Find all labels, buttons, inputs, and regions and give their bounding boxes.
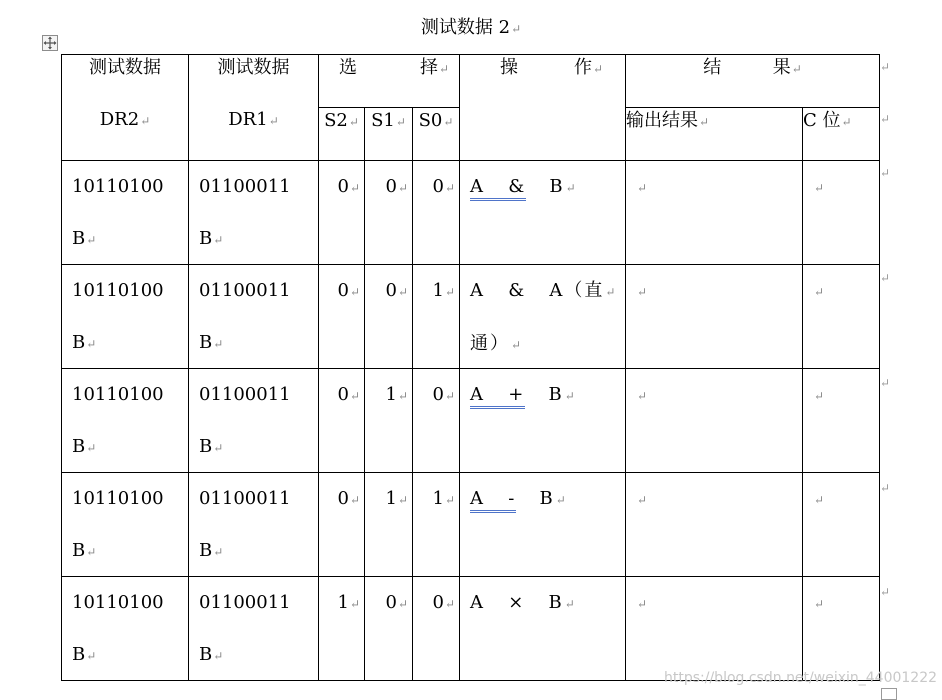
header-result-part1: 结 — [703, 57, 722, 78]
cell-c-bit[interactable] — [803, 577, 880, 681]
paragraph-mark: ↵ — [637, 493, 648, 507]
cell-output[interactable] — [626, 161, 803, 265]
cell-dr2-suffix: B — [72, 228, 86, 249]
paragraph-mark: ↵ — [814, 493, 825, 507]
header-s1 — [365, 108, 413, 161]
cell-s0-value: 0 — [432, 384, 444, 405]
paragraph-mark: ↵ — [511, 22, 522, 36]
paragraph-mark: ↵ — [564, 597, 577, 611]
paragraph-mark: ↵ — [592, 62, 604, 76]
cell-dr1-suffix: B — [199, 540, 213, 561]
cell-dr1-value: 01100011 — [199, 488, 291, 509]
table-row — [62, 577, 880, 681]
op-symbol: & — [508, 176, 527, 197]
cell-s2 — [319, 473, 365, 577]
paragraph-mark: ↵ — [438, 62, 450, 76]
op-symbol: × — [508, 592, 526, 613]
op-line2: 通） — [470, 333, 511, 354]
header-s2 — [319, 108, 365, 161]
cell-dr1-suffix: B — [199, 228, 213, 249]
paragraph-mark: ↵ — [841, 115, 852, 129]
op-a: A — [470, 592, 486, 613]
paragraph-mark: ↵ — [348, 115, 359, 129]
cell-s2 — [319, 161, 365, 265]
paragraph-mark: ↵ — [86, 337, 97, 351]
cell-dr1-value: 01100011 — [199, 176, 291, 197]
cell-s2-value: 0 — [337, 176, 349, 197]
header-select-part1: 选 — [339, 57, 357, 78]
cell-dr2 — [62, 473, 189, 577]
header-select — [319, 55, 460, 108]
cell-dr1 — [189, 473, 319, 577]
row-end-mark: ↵ — [880, 166, 891, 180]
paragraph-mark: ↵ — [349, 285, 360, 299]
cell-s1 — [365, 161, 413, 265]
header-dr2 — [62, 55, 189, 161]
cell-s2 — [319, 265, 365, 369]
paragraph-mark: ↵ — [397, 493, 408, 507]
paragraph-mark: ↵ — [637, 285, 648, 299]
paragraph-mark: ↵ — [814, 597, 825, 611]
cell-dr2 — [62, 577, 189, 681]
cell-s1-value: 0 — [385, 176, 397, 197]
op-underlined — [470, 176, 526, 201]
cell-c-bit[interactable] — [803, 369, 880, 473]
cell-dr1-value: 01100011 — [199, 280, 291, 301]
table-row — [62, 265, 880, 369]
cell-s2-value: 0 — [337, 280, 349, 301]
header-s2-text: S2 — [324, 110, 348, 131]
cell-s1-value: 1 — [385, 488, 397, 509]
paragraph-mark: ↵ — [555, 493, 568, 507]
cell-dr2-suffix: B — [72, 540, 86, 561]
cell-s2 — [319, 369, 365, 473]
paragraph-mark: ↵ — [444, 389, 456, 403]
cell-s0-value: 1 — [432, 488, 444, 509]
cell-dr1 — [189, 161, 319, 265]
row-end-mark: ↵ — [880, 585, 891, 599]
header-row-1 — [62, 55, 880, 108]
header-c-bit — [803, 108, 880, 161]
row-end-mark: ↵ — [880, 481, 891, 495]
cell-s0-value: 0 — [432, 176, 444, 197]
cell-output[interactable] — [626, 369, 803, 473]
paragraph-mark: ↵ — [814, 285, 825, 299]
paragraph-mark: ↵ — [349, 597, 360, 611]
cell-operation — [460, 265, 626, 369]
header-dr1-line2: DR1 — [228, 109, 268, 130]
cell-s2-value: 1 — [337, 592, 349, 613]
header-s0 — [413, 108, 460, 161]
cell-s1-value: 0 — [385, 592, 397, 613]
paragraph-mark: ↵ — [564, 389, 577, 403]
header-dr1 — [189, 55, 319, 161]
cell-s1 — [365, 473, 413, 577]
cell-dr1 — [189, 265, 319, 369]
header-operation — [460, 55, 626, 161]
cell-s1 — [365, 265, 413, 369]
cell-output[interactable] — [626, 473, 803, 577]
paragraph-mark: ↵ — [349, 181, 360, 195]
cell-output[interactable] — [626, 265, 803, 369]
op-symbol: + — [508, 384, 526, 405]
cell-operation — [460, 369, 626, 473]
table-body — [62, 161, 880, 681]
cell-dr2 — [62, 161, 189, 265]
paragraph-mark: ↵ — [565, 181, 578, 195]
cell-dr1 — [189, 369, 319, 473]
cell-dr2 — [62, 265, 189, 369]
cell-dr1-suffix: B — [199, 332, 213, 353]
op-b: A（直 — [549, 280, 605, 301]
table-row — [62, 369, 880, 473]
header-result-part2: 果 — [772, 57, 791, 78]
paragraph-mark: ↵ — [86, 649, 97, 663]
cell-s0 — [413, 473, 460, 577]
paragraph-mark: ↵ — [349, 493, 360, 507]
op-a: A — [470, 280, 486, 301]
cell-s0 — [413, 369, 460, 473]
op-a: A — [470, 176, 486, 197]
paragraph-mark: ↵ — [444, 181, 456, 195]
cell-c-bit[interactable] — [803, 265, 880, 369]
op-b: B — [539, 488, 555, 509]
op-b: B — [549, 176, 565, 197]
cell-s1 — [365, 369, 413, 473]
cell-output[interactable] — [626, 577, 803, 681]
op-symbol: & — [508, 280, 527, 301]
paragraph-mark: ↵ — [443, 115, 454, 129]
paragraph-mark: ↵ — [213, 233, 224, 247]
paragraph-mark: ↵ — [213, 441, 224, 455]
header-s0-text: S0 — [418, 110, 443, 131]
row-end-mark: ↵ — [880, 60, 891, 74]
row-end-mark: ↵ — [880, 376, 891, 390]
op-a: A — [470, 488, 486, 509]
cell-c-bit[interactable] — [803, 161, 880, 265]
paragraph-mark: ↵ — [395, 115, 406, 129]
paragraph-mark: ↵ — [86, 441, 97, 455]
cell-s1 — [365, 577, 413, 681]
header-op-part2: 作 — [573, 57, 592, 78]
paragraph-mark: ↵ — [397, 181, 408, 195]
paragraph-mark: ↵ — [637, 389, 648, 403]
table-end-marker-icon — [881, 688, 897, 700]
cell-dr2 — [62, 369, 189, 473]
paragraph-mark: ↵ — [699, 115, 710, 129]
op-a: A — [470, 384, 486, 405]
header-op-part1: 操 — [500, 57, 519, 78]
op-b: B — [548, 384, 564, 405]
header-select-part2: 择 — [419, 57, 438, 78]
header-dr1-line1: 测试数据 — [217, 57, 290, 78]
paragraph-mark: ↵ — [140, 114, 151, 128]
cell-s0 — [413, 265, 460, 369]
title-text: 测试数据 2 — [420, 17, 511, 38]
paragraph-mark: ↵ — [814, 181, 825, 195]
cell-s2 — [319, 577, 365, 681]
cell-s0-value: 1 — [432, 280, 444, 301]
paragraph-mark: ↵ — [86, 233, 97, 247]
cell-s0 — [413, 577, 460, 681]
cell-c-bit[interactable] — [803, 473, 880, 577]
op-underlined — [470, 384, 525, 409]
header-s1-text: S1 — [371, 110, 395, 131]
paragraph-mark: ↵ — [444, 597, 456, 611]
cell-dr2-suffix: B — [72, 332, 86, 353]
cell-dr2-suffix: B — [72, 644, 86, 665]
cell-operation — [460, 577, 626, 681]
cell-dr2-value: 10110100 — [72, 592, 164, 613]
watermark: https://blog.csdn.net/weixin_44001222 — [664, 670, 938, 686]
cell-dr2-value: 10110100 — [72, 488, 164, 509]
op-b: B — [548, 592, 564, 613]
cell-s2-value: 0 — [337, 488, 349, 509]
move-cross-icon[interactable] — [42, 35, 58, 51]
cell-dr2-value: 10110100 — [72, 384, 164, 405]
cell-s0 — [413, 161, 460, 265]
header-c-bit-text: C 位 — [803, 110, 841, 131]
cell-dr1-suffix: B — [199, 436, 213, 457]
cell-s0-value: 0 — [432, 592, 444, 613]
paragraph-mark: ↵ — [444, 285, 456, 299]
op-symbol: - — [508, 488, 517, 509]
paragraph-mark: ↵ — [349, 389, 360, 403]
cell-s1-value: 1 — [385, 384, 397, 405]
cell-dr2-suffix: B — [72, 436, 86, 457]
paragraph-mark: ↵ — [397, 285, 408, 299]
cell-operation — [460, 473, 626, 577]
paragraph-mark: ↵ — [213, 337, 224, 351]
table-row — [62, 161, 880, 265]
cell-dr1-value: 01100011 — [199, 592, 291, 613]
paragraph-mark: ↵ — [791, 62, 802, 76]
cell-dr1-value: 01100011 — [199, 384, 291, 405]
paragraph-mark: ↵ — [814, 389, 825, 403]
paragraph-mark: ↵ — [86, 545, 97, 559]
header-dr2-line2: DR2 — [99, 109, 140, 130]
cell-dr2-value: 10110100 — [72, 280, 164, 301]
cell-dr1 — [189, 577, 319, 681]
test-data-table — [61, 54, 880, 681]
header-output — [626, 108, 803, 161]
row-end-mark: ↵ — [880, 112, 891, 126]
paragraph-mark: ↵ — [444, 493, 456, 507]
cell-operation — [460, 161, 626, 265]
paragraph-mark: ↵ — [268, 114, 279, 128]
table-row — [62, 473, 880, 577]
cell-dr1-suffix: B — [199, 644, 213, 665]
cell-s1-value: 0 — [385, 280, 397, 301]
header-output-text: 输出结果 — [626, 110, 699, 131]
paragraph-mark: ↵ — [397, 389, 408, 403]
paragraph-mark: ↵ — [605, 285, 618, 299]
paragraph-mark: ↵ — [397, 597, 408, 611]
paragraph-mark: ↵ — [213, 649, 224, 663]
op-underlined — [470, 488, 516, 513]
cell-dr2-value: 10110100 — [72, 176, 164, 197]
paragraph-mark: ↵ — [213, 545, 224, 559]
paragraph-mark: ↵ — [637, 597, 648, 611]
header-dr2-line1: 测试数据 — [89, 57, 161, 78]
header-result — [626, 55, 880, 108]
cell-s2-value: 0 — [337, 384, 349, 405]
paragraph-mark: ↵ — [637, 181, 648, 195]
row-end-mark: ↵ — [880, 271, 891, 285]
document-title — [0, 16, 942, 41]
paragraph-mark: ↵ — [511, 338, 524, 352]
